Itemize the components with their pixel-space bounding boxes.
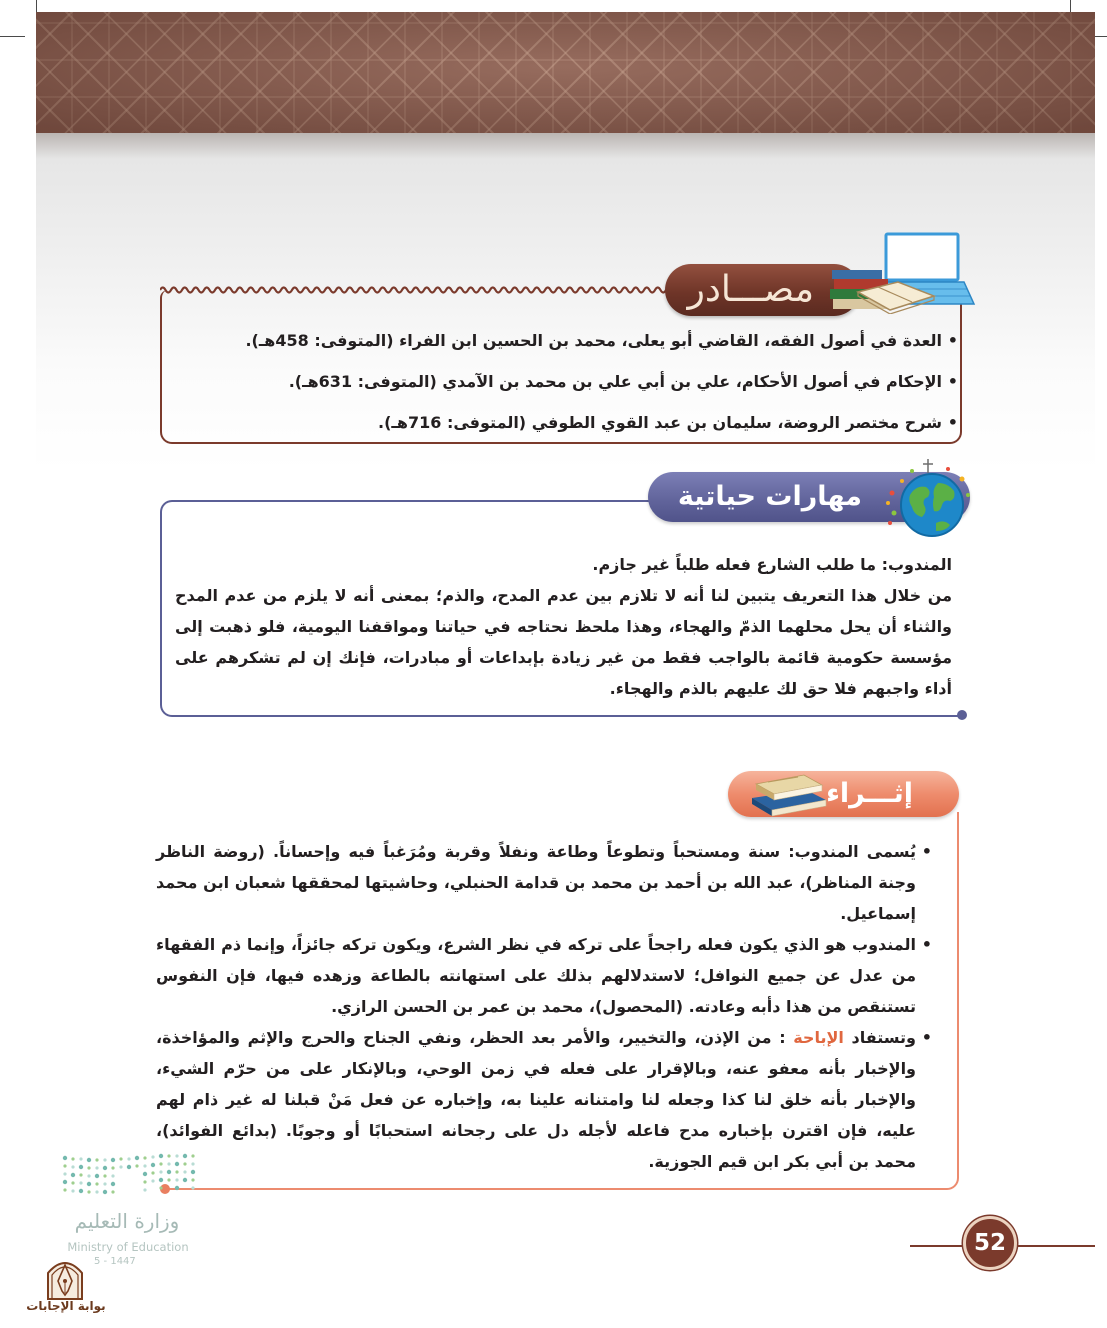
logo-dot (143, 1156, 146, 1159)
logo-dot (175, 1170, 178, 1173)
logo-dot (111, 1166, 114, 1169)
list-item: • الإحكام في أصول الأحكام، علي بن أبي علي بن محمد بن الآمدي (المتوفى: 631هـ). (172, 361, 958, 402)
logo-dot (191, 1178, 194, 1181)
logo-dot (191, 1162, 194, 1165)
list-item: • يُسمى المندوب: سنة ومستحباً وتطوعاً وطاعة ونفلاً وقربة ومُرَغباً فيه وإحساناً. (روضة الناظر وجنة المناظر)، عبد الله بن أحمد بن محمد بن قدامة الحنبلي، وحاشيتها لمحققها شعبان ابن محمد إسماعيل. (156, 836, 932, 929)
logo-dot (143, 1164, 146, 1167)
sources-list (172, 320, 958, 443)
logo-dot (103, 1174, 106, 1177)
logo-dot (95, 1174, 99, 1178)
logo-dot (143, 1188, 146, 1191)
crop-mark (36, 0, 37, 12)
logo-dot (151, 1163, 155, 1167)
logo-dot (71, 1173, 75, 1177)
globe-icon (878, 455, 974, 539)
logo-dot (159, 1186, 162, 1189)
ministry-name-english: Ministry of Education (67, 1240, 189, 1254)
logo-dot (63, 1172, 66, 1175)
logo-dot (95, 1166, 98, 1169)
logo-dot (79, 1157, 82, 1160)
logo-dot (111, 1174, 114, 1177)
enrichment-list (156, 836, 932, 1177)
logo-dot (175, 1162, 179, 1166)
watermark-text: بوابة الإجابات (26, 1299, 106, 1313)
life-skills-title: مهارات حياتية (677, 481, 862, 512)
logo-dot (87, 1190, 90, 1193)
list-item-lead: وتستفاد (851, 1028, 916, 1047)
logo-dot (79, 1181, 82, 1184)
sources-title: مصـــادر (687, 269, 814, 310)
logo-dot (95, 1158, 98, 1161)
paragraph: من خلال هذا التعريف يتبين لنا أنه لا تلازم بين عدم المدح، والذم؛ بمعنى أنه لا يلزم من عدم المدح والثناء أن يحل محلهما الذمّ والهجاء، وهذا ملحظ نحتاجه في حياتنا ومواقفنا اليومية، فلو ذهبت إلى مؤسسة حكومية قائمة بالواجب فقط من غير زيادة بإبداعات أو مبادرات، فإنك إن لم تشكرهم على أداء واجبهم فلا حق لك عليهم بالذم والهجاء. (175, 586, 952, 698)
crop-mark (0, 36, 25, 37)
logo-dot (103, 1182, 106, 1185)
logo-dot (127, 1165, 131, 1169)
sources-wave-border (160, 283, 670, 297)
ministry-name-arabic: وزارة التعليم (74, 1209, 180, 1233)
logo-dot (87, 1174, 90, 1177)
logo-dot (183, 1154, 187, 1158)
logo-dot (71, 1165, 74, 1168)
logo-dot (167, 1162, 170, 1165)
books-laptop-icon (828, 230, 976, 314)
list-item (156, 1022, 932, 1177)
logo-dot (103, 1166, 107, 1170)
logo-dot (191, 1170, 195, 1174)
logo-dot (183, 1170, 186, 1173)
logo-dot (175, 1178, 178, 1181)
logo-dot (159, 1170, 162, 1173)
logo-dot (63, 1164, 66, 1167)
logo-dot (159, 1178, 163, 1182)
logo-dot (151, 1171, 154, 1174)
logo-dot (95, 1182, 98, 1185)
life-skills-text (175, 549, 952, 704)
logo-dot (183, 1178, 187, 1182)
logo-dot (111, 1190, 114, 1193)
logo-dot (63, 1156, 67, 1160)
logo-dot (71, 1157, 74, 1160)
logo-dot (87, 1182, 91, 1186)
logo-dot (191, 1154, 194, 1157)
logo-dot (159, 1154, 163, 1158)
books-icon (748, 762, 828, 818)
logo-dot (79, 1165, 83, 1169)
logo-dot (103, 1158, 106, 1161)
highlighted-term: الإباحة (793, 1028, 844, 1047)
ministry-logo-dots (60, 1152, 200, 1200)
logo-dot (87, 1166, 90, 1169)
logo-dot (167, 1154, 170, 1157)
ministry-year: 5 - 1447 (94, 1256, 136, 1267)
logo-dot (119, 1165, 122, 1168)
pen-nib-arch-icon (44, 1255, 86, 1301)
page-number: 52 (973, 1230, 1006, 1256)
life-skills-line-dot (957, 710, 967, 720)
list-item: • العدة في أصول الفقه، القاضي أبو يعلى، محمد بن الحسين ابن الفراء (المتوفى: 458هـ). (172, 320, 958, 361)
logo-dot (111, 1158, 115, 1162)
list-item-text: : من الإذن، والتخيير، والأمر بعد الحظر، ونفي الجناح والحرج والإثم والمؤاخذة، والإخبار بأنه معفو عنه، وبالإقرار على فعله في زمن الوحي، وبالإنكار على من حرّم الشيء، والإخبار بأنه خلق لنا كذا وجعله لنا وامتنانه علينا به، وإخباره عن فعل مَنْ قبلنا له غير ذام لهم عليه، فإن اقترن بإخباره مدح فاعله لأجله دل على رجحانه استحبابًا أو وجوبًا. (بدائع الفوائد)، محمد بن أبي بكر ابن قيم الجوزية. (156, 1028, 916, 1171)
list-item: • شرح مختصر الروضة، سليمان بن عبد القوي الطوفي (المتوفى: 716هـ). (172, 402, 958, 443)
logo-dot (191, 1186, 194, 1189)
logo-dot (63, 1180, 67, 1184)
logo-dot (151, 1179, 154, 1182)
logo-dot (143, 1180, 146, 1183)
logo-dot (143, 1172, 147, 1176)
logo-dot (135, 1164, 138, 1167)
list-item: • المندوب هو الذي يكون فعله راجحاً على تركه في نظر الشرع، ويكون تركه جائزاً، وإنما ذم الفقهاء من عدل عن جميع النوافل؛ لاستدلالهم بذلك على استهانته بالطاعة وزهده فيها، فإن النفوس تستنقص من هذا دأبه وعادته. (المحصول)، محمد بن عمر بن الحسن الرازي. (156, 929, 932, 1022)
header-banner (36, 12, 1095, 133)
logo-dot (151, 1155, 154, 1158)
logo-dot (127, 1157, 130, 1160)
enrichment-title: إثـــراء (826, 778, 913, 809)
logo-dot (135, 1156, 139, 1160)
header-banner-shadow (36, 133, 1095, 159)
page-number-badge (963, 1216, 1017, 1270)
logo-dot (71, 1181, 74, 1184)
logo-dot (71, 1189, 74, 1192)
logo-dot (95, 1190, 98, 1193)
logo-dot (183, 1162, 186, 1165)
definition: المندوب: ما طلب الشارع فعله طلباً غير جازم. (592, 555, 952, 574)
logo-dot (63, 1188, 66, 1191)
logo-dot (79, 1173, 82, 1176)
logo-dot (159, 1162, 162, 1165)
logo-dot (167, 1170, 171, 1174)
logo-dot (167, 1178, 170, 1181)
logo-dot (103, 1190, 107, 1194)
logo-dot (119, 1157, 122, 1160)
logo-dot (79, 1189, 83, 1193)
logo-dot (175, 1154, 178, 1157)
logo-dot (111, 1182, 115, 1186)
logo-dot (87, 1158, 91, 1162)
logo-dot (175, 1186, 179, 1190)
